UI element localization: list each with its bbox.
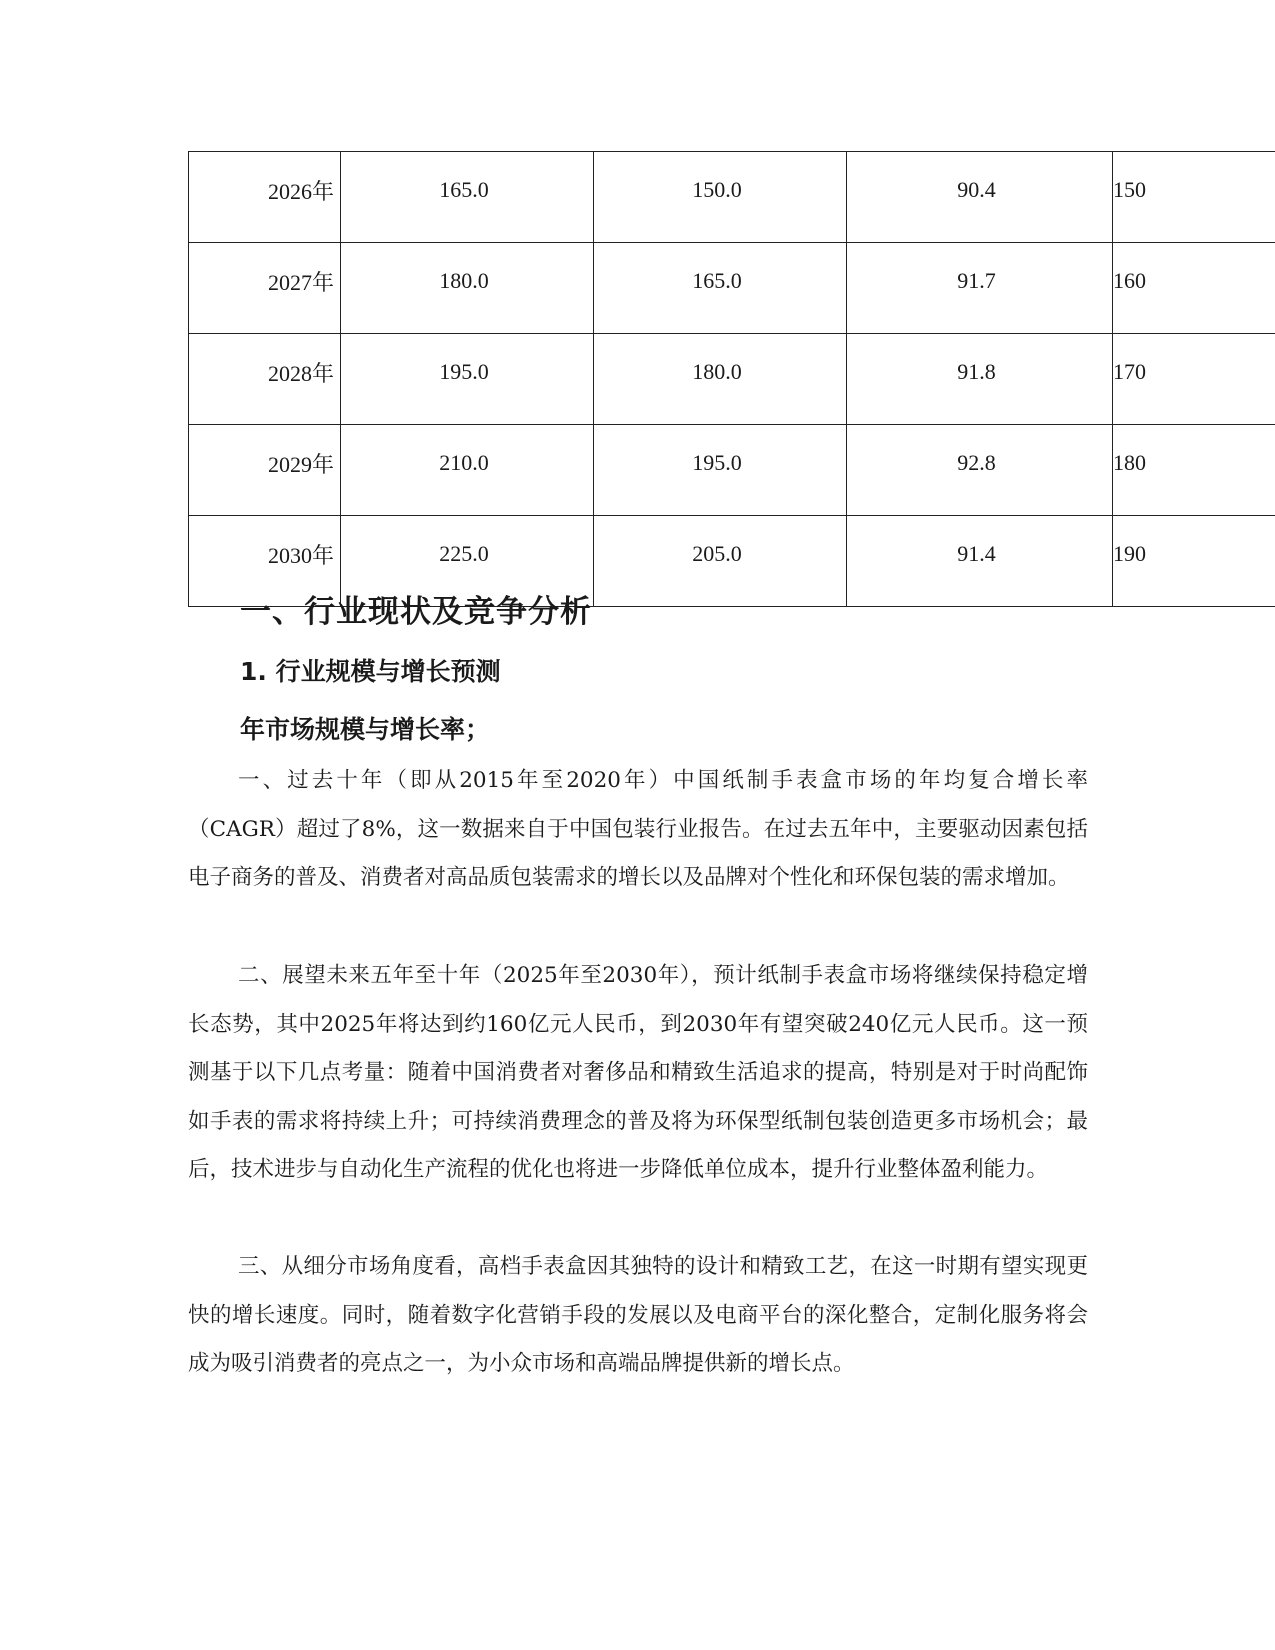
table-cell: 205.0 xyxy=(594,516,847,607)
table-cell: 195.0 xyxy=(594,425,847,516)
table-cell: 180 xyxy=(1113,425,1275,516)
table-cell-year: 2030年 xyxy=(189,516,341,607)
subsection-heading: 1. 行业规模与增长预测 xyxy=(240,657,501,686)
section-heading: 一、行业现状及竞争分析 xyxy=(240,594,592,630)
table-cell: 90.4 xyxy=(847,152,1113,243)
table-cell: 91.4 xyxy=(847,516,1113,607)
table-cell-year: 2026年 xyxy=(189,152,341,243)
body-paragraph: 一、过去十年（即从2015年至2020年）中国纸制手表盒市场的年均复合增长率（CAGR）超过了8%，这一数据来自于中国包装行业报告。在过去五年中，主要驱动因素包括电子商务的普及、消费者对高品质包装需求的增长以及品牌对个性化和环保包装的需求增加。 xyxy=(188,768,1088,890)
table-cell: 225.0 xyxy=(341,516,594,607)
table-cell: 150.0 xyxy=(594,152,847,243)
table-cell-year: 2028年 xyxy=(189,334,341,425)
table-cell: 92.8 xyxy=(847,425,1113,516)
table-cell: 91.8 xyxy=(847,334,1113,425)
table-cell: 91.7 xyxy=(847,243,1113,334)
table-row xyxy=(189,334,1275,425)
table-cell: 165.0 xyxy=(594,243,847,334)
table-cell: 160 xyxy=(1113,243,1275,334)
table-cell: 170 xyxy=(1113,334,1275,425)
body-paragraph: 三、从细分市场角度看，高档手表盒因其独特的设计和精致工艺，在这一时期有望实现更快的增长速度。同时，随着数字化营销手段的发展以及电商平台的深化整合，定制化服务将会成为吸引消费者的亮点之一，为小众市场和高端品牌提供新的增长点。 xyxy=(188,1254,1088,1376)
table-cell: 190 xyxy=(1113,516,1275,607)
table-cell: 210.0 xyxy=(341,425,594,516)
table-cell: 150 xyxy=(1113,152,1275,243)
sub-subsection-heading: 年市场规模与增长率； xyxy=(240,715,491,744)
table-cell: 195.0 xyxy=(341,334,594,425)
body-paragraph: 二、展望未来五年至十年（2025年至2030年），预计纸制手表盒市场将继续保持稳定增长态势，其中2025年将达到约160亿元人民币，到2030年有望突破240亿元人民币。这一预测基于以下几点考量：随着中国消费者对奢侈品和精致生活追求的提高，特别是对于时尚配饰如手表的需求将持续上升；可持续消费理念的普及将为环保型纸制包装创造更多市场机会；最后，技术进步与自动化生产流程的优化也将进一步降低单位成本，提升行业整体盈利能力。 xyxy=(188,963,1088,1182)
market-forecast-table xyxy=(188,151,1275,607)
table-cell-year: 2027年 xyxy=(189,243,341,334)
table-cell-year: 2029年 xyxy=(189,425,341,516)
table-cell: 180.0 xyxy=(341,243,594,334)
table-row xyxy=(189,152,1275,243)
table-row xyxy=(189,425,1275,516)
table-cell: 165.0 xyxy=(341,152,594,243)
table-row xyxy=(189,243,1275,334)
table-cell: 180.0 xyxy=(594,334,847,425)
